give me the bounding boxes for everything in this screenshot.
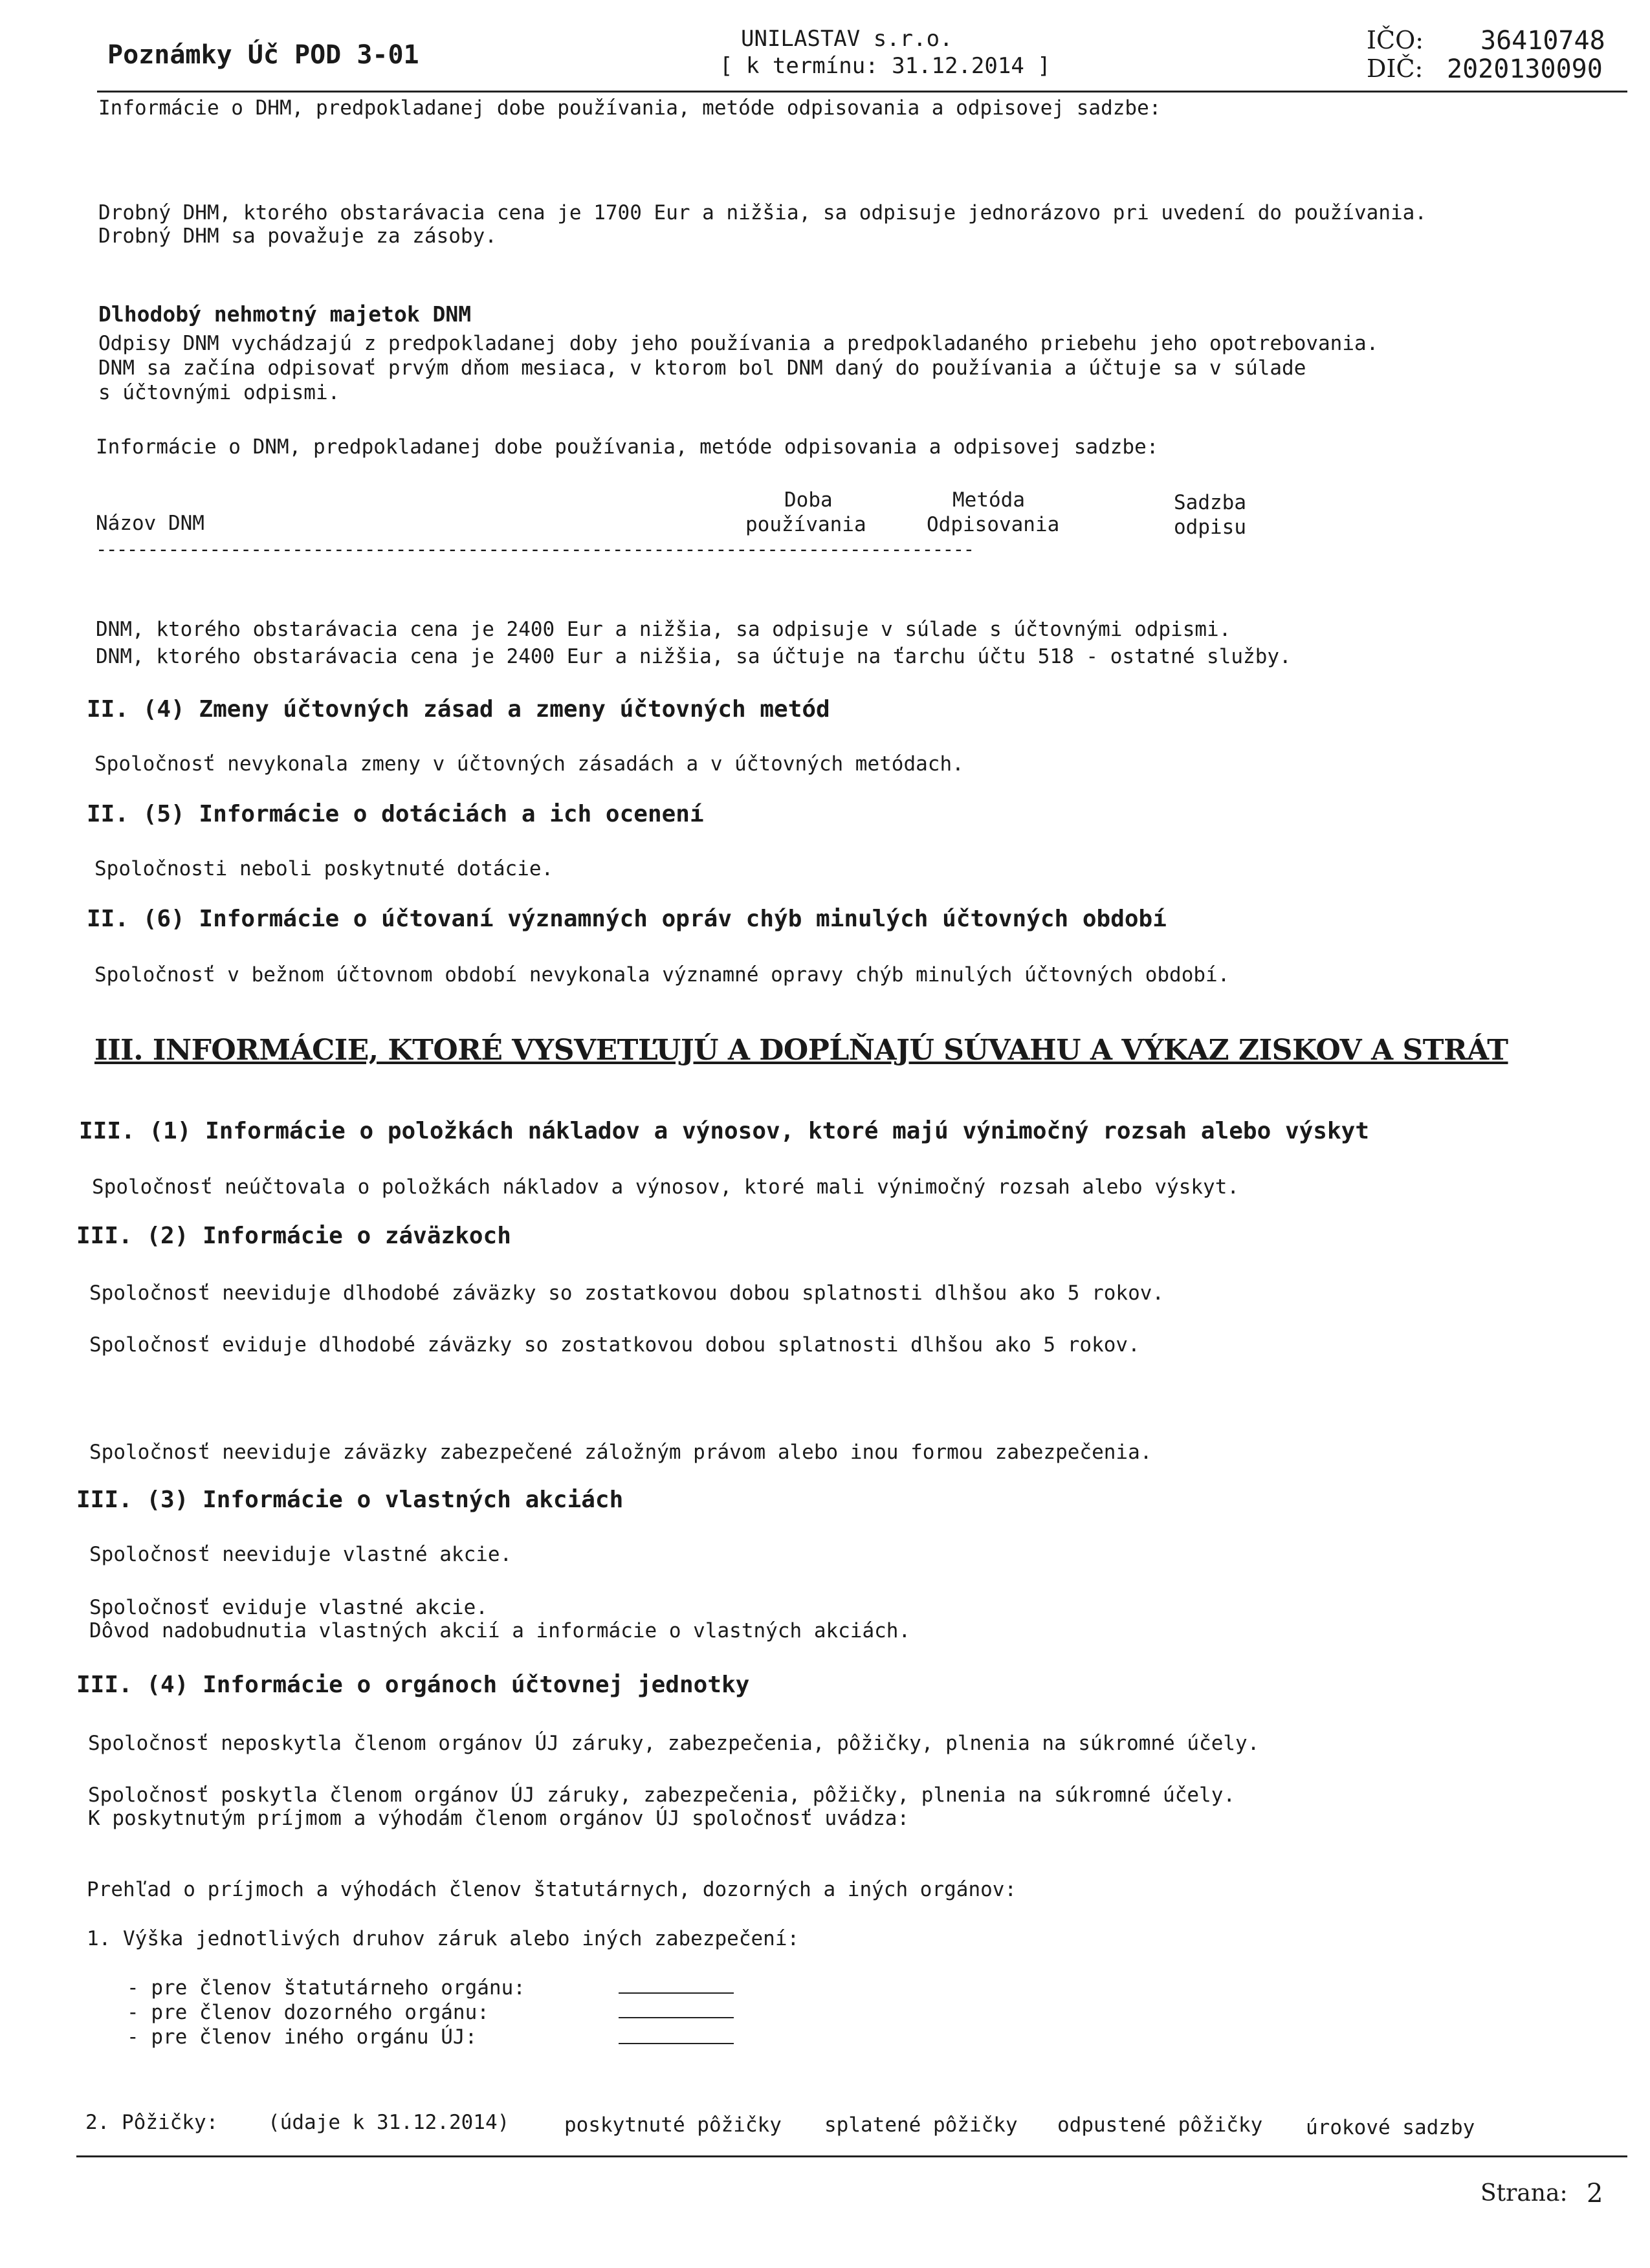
section-iii4-text-3: K poskytnutým príjmom a výhodám členom orgánov ÚJ spoločnosť uvádza:: [88, 1807, 910, 1830]
section-ii6-text: Spoločnosť v bežnom účtovnom období nevykonala významné opravy chýb minulých účtovných období.: [94, 963, 1230, 987]
dnm-col-doba-2: používania: [745, 513, 866, 536]
section-iii4-overview: Prehľad o príjmoch a výhodách členov štatutárnych, dozorných a iných orgánov:: [87, 1878, 1017, 1901]
pozicky-col-odpustene: odpustené pôžičky: [1057, 2113, 1263, 2137]
pozicky-date: (údaje k 31.12.2014): [268, 2111, 510, 2134]
dnm-note-1: DNM, ktorého obstarávacia cena je 2400 Eur a nižšia, sa odpisuje v súlade s účtovnými odpismi.: [96, 618, 1231, 641]
section-iii3-text-1: Spoločnosť neeviduje vlastné akcie.: [89, 1543, 512, 1566]
dnm-info: Informácie o DNM, predpokladanej dobe používania, metóde odpisovania a odpisovej sadzbe:: [96, 435, 1159, 459]
section-iii4-sub2: - pre členov dozorného orgánu:: [127, 2001, 489, 2024]
footer-page-number: 2: [1587, 2179, 1603, 2208]
section-iii1-text: Spoločnosť neúčtovala o položkách nákladov a výnosov, ktoré mali výnimočný rozsah alebo výskyt.: [92, 1175, 1240, 1199]
section-iii4-sub3: - pre členov iného orgánu ÚJ:: [127, 2025, 478, 2049]
pozicky-col-urokove: úrokové sadzby: [1306, 2116, 1475, 2139]
section-iii4-text-2: Spoločnosť poskytla členom orgánov ÚJ záruky, zabezpečenia, pôžičky, plnenia na súkromné účely.: [88, 1783, 1236, 1807]
header-left-title: Poznámky Úč POD 3-01: [107, 40, 419, 70]
section-ii4-text: Spoločnosť nevykonala zmeny v účtovných zásadách a v účtovných metódach.: [94, 752, 964, 776]
dnm-heading: Dlhodobý nehmotný majetok DNM: [98, 301, 472, 327]
section-iii3-heading: III. (3) Informácie o vlastných akciách: [76, 1487, 624, 1513]
section-iii1-heading: III. (1) Informácie o položkách nákladov a výnosov, ktoré majú výnimočný rozsah alebo výskyt: [79, 1118, 1369, 1144]
dnm-note-2: DNM, ktorého obstarávacia cena je 2400 Eur a nižšia, sa účtuje na ťarchu účtu 518 - ostatné služby.: [96, 645, 1292, 668]
section-iii2-text-2: Spoločnosť eviduje dlhodobé záväzky so zostatkovou dobou splatnosti dlhšou ako 5 rokov.: [89, 1333, 1140, 1357]
blank-line-statutarny: [619, 1992, 734, 1994]
drobny-line-2: Drobný DHM sa považuje za zásoby.: [98, 224, 497, 248]
section-iii-title: III. INFORMÁCIE, KTORÉ VYSVETĽUJÚ A DOPĹŇAJÚ SÚVAHU A VÝKAZ ZISKOV A STRÁT: [94, 1034, 1508, 1067]
header-rule: [97, 91, 1627, 93]
section-iii3-text-2: Spoločnosť eviduje vlastné akcie.: [89, 1596, 488, 1619]
dnm-line-1: Odpisy DNM vychádzajú z predpokladanej doby jeho používania a predpokladaného priebehu jeho opotrebovania.: [98, 332, 1379, 355]
blank-line-dozorny: [619, 2017, 734, 2018]
intro-dhm: Informácie o DHM, predpokladanej dobe používania, metóde odpisovania a odpisovej sadzbe:: [98, 96, 1161, 120]
section-iii2-text-1: Spoločnosť neeviduje dlhodobé záväzky so zostatkovou dobou splatnosti dlhšou ako 5 rokov.: [89, 1281, 1165, 1305]
dnm-line-2: DNM sa začína odpisovať prvým dňom mesiaca, v ktorom bol DNM daný do používania a účtuje sa v súlade: [98, 356, 1306, 380]
footer-rule: [76, 2155, 1627, 2157]
dnm-col-doba-1: Doba: [784, 488, 833, 512]
dnm-col-metoda-1: Metóda: [952, 488, 1025, 512]
header-ico-label: IČO:: [1367, 26, 1424, 54]
section-iii3-text-3: Dôvod nadobudnutia vlastných akcií a informácie o vlastných akciách.: [89, 1619, 911, 1642]
dnm-line-3: s účtovnými odpismi.: [98, 381, 340, 404]
dnm-col-sadzba-1: Sadzba: [1174, 491, 1246, 514]
section-iii2-text-3: Spoločnosť neeviduje záväzky zabezpečené záložným právom alebo inou formou zabezpečenia.: [89, 1441, 1152, 1464]
section-iii4-text-1: Spoločnosť neposkytla členom orgánov ÚJ záruky, zabezpečenia, pôžičky, plnenia na súkromné účely.: [88, 1732, 1260, 1755]
blank-line-iny: [619, 2043, 734, 2044]
header-dic-value: 2020130090: [1447, 54, 1603, 84]
dnm-table-dashes: -------------------------------------------------------------------------------------: [96, 538, 974, 560]
section-ii4-heading: II. (4) Zmeny účtovných zásad a zmeny účtovných metód: [87, 696, 830, 723]
section-ii5-heading: II. (5) Informácie o dotáciách a ich ocenení: [87, 801, 704, 827]
dnm-col-name: Názov DNM: [96, 512, 204, 535]
pozicky-col-poskytnute: poskytnuté pôžičky: [564, 2113, 782, 2137]
dnm-col-metoda-2: Odpisovania: [927, 513, 1060, 536]
section-iii4-sub1: - pre členov štatutárneho orgánu:: [127, 1976, 525, 2000]
drobny-line-1: Drobný DHM, ktorého obstarávacia cena je 1700 Eur a nižšia, sa odpisuje jednorázovo pri uvedení do používania.: [98, 201, 1427, 224]
section-ii6-heading: II. (6) Informácie o účtovaní významných opráv chýb minulých účtovných období: [87, 906, 1167, 932]
header-company: UNILASTAV s.r.o.: [741, 26, 953, 52]
header-dic-label: DIČ:: [1367, 54, 1424, 83]
pozicky-label: 2. Pôžičky:: [85, 2111, 219, 2134]
dnm-col-sadzba-2: odpisu: [1174, 516, 1246, 539]
section-iii4-heading: III. (4) Informácie o orgánoch účtovnej jednotky: [76, 1672, 750, 1698]
section-iii2-heading: III. (2) Informácie o záväzkoch: [76, 1223, 511, 1249]
pozicky-col-splatene: splatené pôžičky: [824, 2113, 1018, 2137]
header-ico-value: 36410748: [1480, 26, 1605, 56]
header-term: [ k termínu: 31.12.2014 ]: [720, 53, 1051, 79]
section-iii4-item1: 1. Výška jednotlivých druhov záruk alebo iných zabezpečení:: [87, 1927, 800, 1950]
footer-page-label: Strana:: [1480, 2180, 1568, 2207]
section-ii5-text: Spoločnosti neboli poskytnuté dotácie.: [94, 857, 554, 880]
